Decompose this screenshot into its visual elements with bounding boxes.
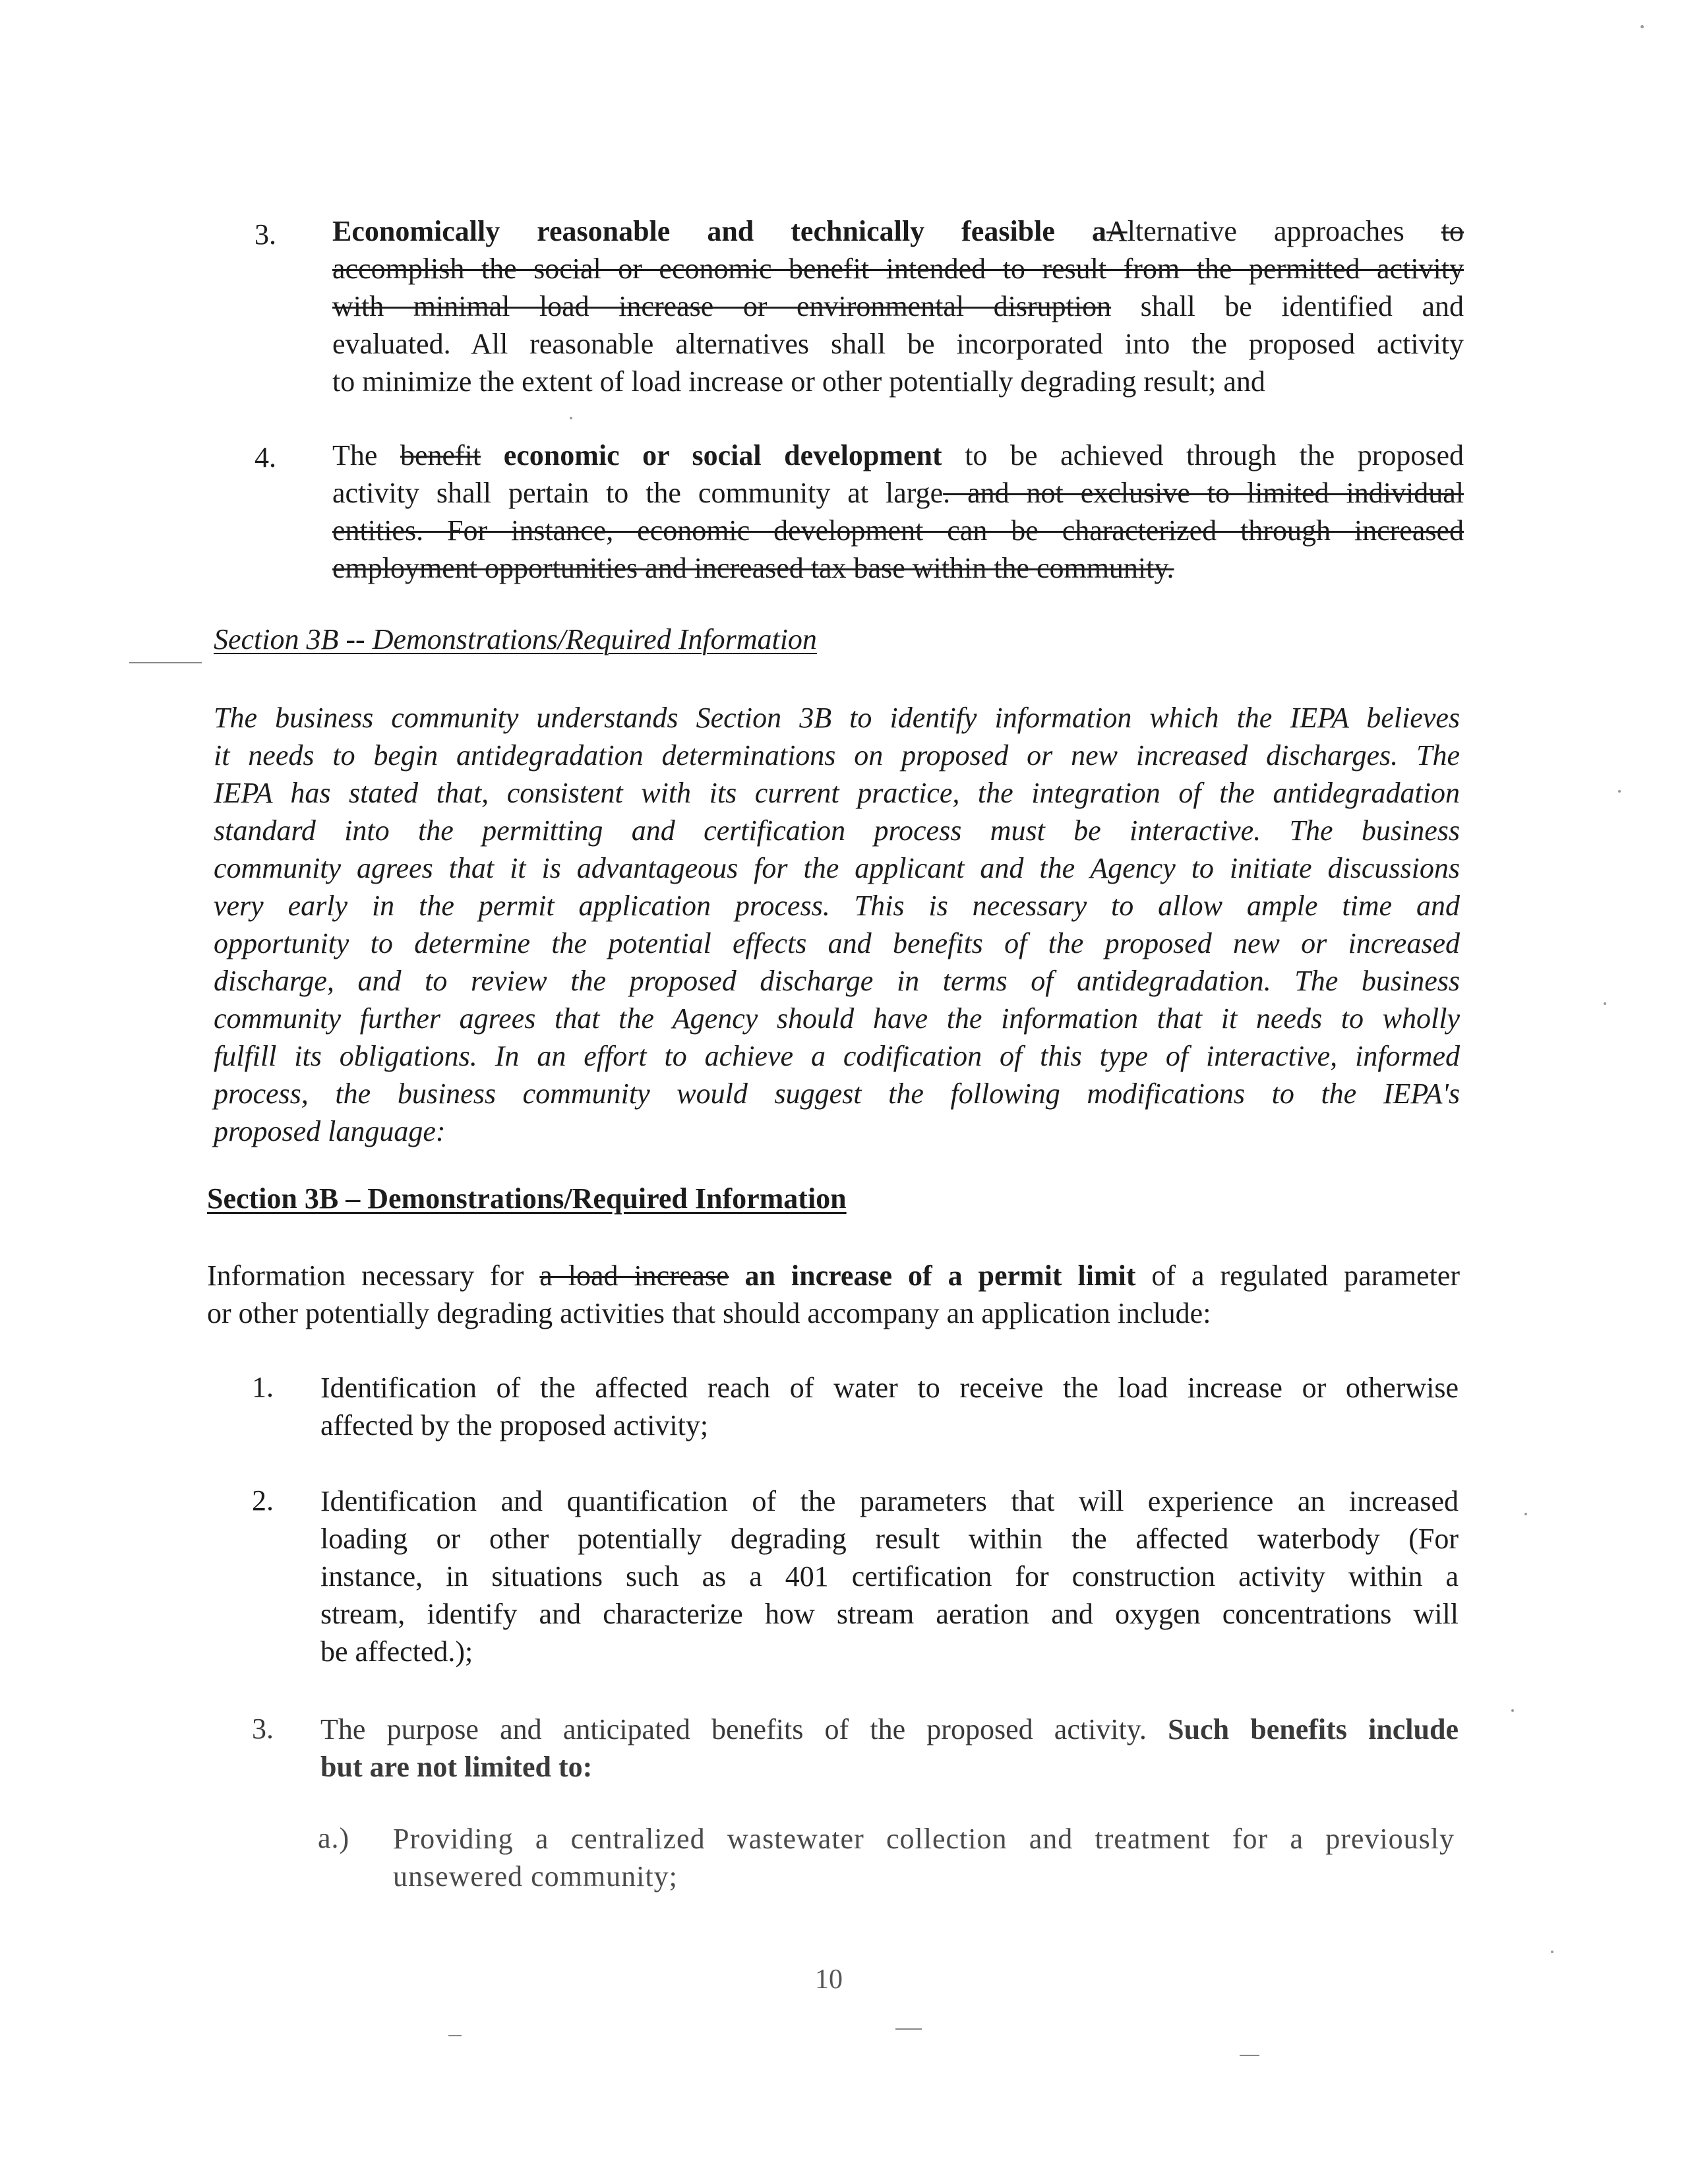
scan-speck: [1618, 790, 1621, 793]
text-line: [320, 1558, 1459, 1595]
scan-mark: [448, 2035, 462, 2036]
deleted-text: benefit: [400, 439, 481, 471]
text-run: activity shall pertain to the community at large: [332, 477, 944, 509]
text-line: very early in the permit application process. This is necessary to allow ample time and: [214, 890, 1460, 922]
scan-speck: [1604, 1002, 1606, 1005]
inserted-text: but are not limited to:: [320, 1751, 593, 1783]
text-line: [332, 288, 1464, 325]
text-line: [320, 1407, 1459, 1444]
scan-speck: [570, 417, 572, 419]
text-line: [320, 1520, 1459, 1558]
text-run: The purpose and anticipated benefits of the proposed activity.: [320, 1713, 1168, 1745]
text-line: The business community understands Section 3B to identify information which the IEPA believes: [214, 702, 1460, 734]
text-run: to be achieved through the proposed: [942, 439, 1464, 471]
deleted-text: with minimal load increase or environmental disruption: [332, 290, 1112, 322]
list-item-number: 1.: [252, 1371, 274, 1403]
deleted-text: a load increase: [539, 1259, 729, 1292]
scan-speck: [1524, 1513, 1527, 1515]
text-run: affected by the proposed activity;: [320, 1409, 709, 1441]
text-run: of a regulated parameter: [1135, 1259, 1460, 1292]
text-run: The: [332, 439, 400, 471]
text-line: [320, 1595, 1459, 1633]
text-line: unsewered community;: [393, 1860, 678, 1893]
inserted-text: economic or social development: [481, 439, 942, 471]
list-item-number: 2.: [252, 1484, 274, 1517]
text-run: instance, in situations such as a 401 certification for construction activity within a: [320, 1560, 1459, 1592]
text-run: Information necessary for: [207, 1259, 540, 1292]
inserted-text: Such benefits include: [1168, 1713, 1459, 1745]
scan-mark: [1240, 2055, 1259, 2056]
text-line: it needs to begin antidegradation determinations on proposed or new increased discharges. The: [214, 739, 1460, 772]
comment-paragraph: [214, 699, 1460, 1150]
deleted-text: to: [1441, 215, 1464, 247]
text-line: [332, 512, 1464, 549]
list-item-3b-text: [320, 1711, 1459, 1786]
text-line: process, the business community would suggest the following modifications to the IEPA's: [214, 1077, 1460, 1110]
text-run: to minimize the extent of load increase or other potentially degrading result; and: [332, 365, 1265, 398]
list-item-1-text: [320, 1369, 1459, 1444]
text-line: fulfill its obligations. In an effort to achieve a codification of this type of interactive, informed: [214, 1040, 1460, 1072]
deleted-text: A: [1106, 215, 1128, 247]
list-item-3-text: [332, 212, 1464, 400]
page-number: 10: [815, 1964, 843, 1995]
deleted-text: entities. For instance, economic development can be characterized through increased: [332, 514, 1464, 547]
text-line: discharge, and to review the proposed discharge in terms of antidegradation. The business: [214, 965, 1460, 997]
text-line: [320, 1711, 1459, 1748]
text-run: loading or other potentially degrading result within the affected waterbody (For: [320, 1523, 1459, 1555]
deleted-text: . and not exclusive to limited individual: [943, 477, 1464, 509]
text-run: shall be identified and: [1111, 290, 1464, 322]
list-item-number: 3.: [252, 1713, 274, 1745]
list-item-number: 4.: [255, 441, 276, 473]
sub-item-text: [393, 1820, 1455, 1895]
text-line: [332, 549, 1464, 587]
text-line: [320, 1482, 1459, 1520]
text-line: Providing a centralized wastewater collection and treatment for a previously: [393, 1823, 1455, 1855]
list-item-4-text: [332, 437, 1464, 587]
text-run: lternative approaches: [1127, 215, 1441, 247]
scan-mark: [895, 2028, 922, 2030]
deleted-text: accomplish the social or economic benefit intended to result from the permitted activity: [332, 253, 1464, 285]
text-run: stream, identify and characterize how stream aeration and oxygen concentrations will: [320, 1598, 1459, 1630]
text-line: [332, 325, 1464, 363]
inserted-text: an increase of a permit limit: [729, 1259, 1136, 1292]
scan-speck: [1551, 1951, 1553, 1953]
text-run: Identification and quantification of the parameters that will experience an increased: [320, 1485, 1459, 1517]
text-line: [207, 1294, 1460, 1332]
text-line: proposed language:: [214, 1115, 446, 1147]
intro-paragraph: [207, 1257, 1460, 1332]
inserted-text: Economically reasonable and technically feasible: [332, 215, 1092, 247]
list-item-2-text: [320, 1482, 1459, 1670]
list-item-number: 3.: [255, 218, 276, 251]
text-line: [207, 1257, 1460, 1294]
text-run: be affected.);: [320, 1635, 473, 1668]
text-line: IEPA has stated that, consistent with its current practice, the integration of the antidegradation: [214, 777, 1460, 809]
text-line: community agrees that it is advantageous for the applicant and the Agency to initiate discussions: [214, 852, 1460, 884]
text-run: or other potentially degrading activities that should accompany an application include:: [207, 1297, 1211, 1329]
text-line: community further agrees that the Agency should have the information that it needs to wholly: [214, 1002, 1460, 1035]
scan-speck: [1511, 1709, 1514, 1712]
inserted-text: a: [1091, 215, 1106, 247]
section-heading-italic: Section 3B -- Demonstrations/Required Information: [214, 623, 817, 655]
text-line: [332, 437, 1464, 474]
text-line: [332, 474, 1464, 512]
text-line: [332, 250, 1464, 288]
sub-item-label: a.): [318, 1822, 350, 1854]
deleted-text: employment opportunities and increased tax base within the community.: [332, 552, 1174, 584]
section-heading-bold: Section 3B – Demonstrations/Required Information: [207, 1182, 847, 1215]
text-line: standard into the permitting and certification process must be interactive. The business: [214, 814, 1460, 847]
text-run: evaluated. All reasonable alternatives shall be incorporated into the proposed activity: [332, 328, 1464, 360]
text-run: Identification of the affected reach of water to receive the load increase or otherwise: [320, 1372, 1459, 1404]
text-line: opportunity to determine the potential effects and benefits of the proposed new or increased: [214, 927, 1460, 959]
text-line: [320, 1633, 1459, 1670]
text-line: [320, 1369, 1459, 1407]
scan-mark: [129, 662, 202, 663]
text-line: [332, 212, 1464, 250]
text-line: [320, 1748, 1459, 1786]
scan-speck: [1641, 25, 1644, 28]
text-line: [332, 363, 1464, 400]
